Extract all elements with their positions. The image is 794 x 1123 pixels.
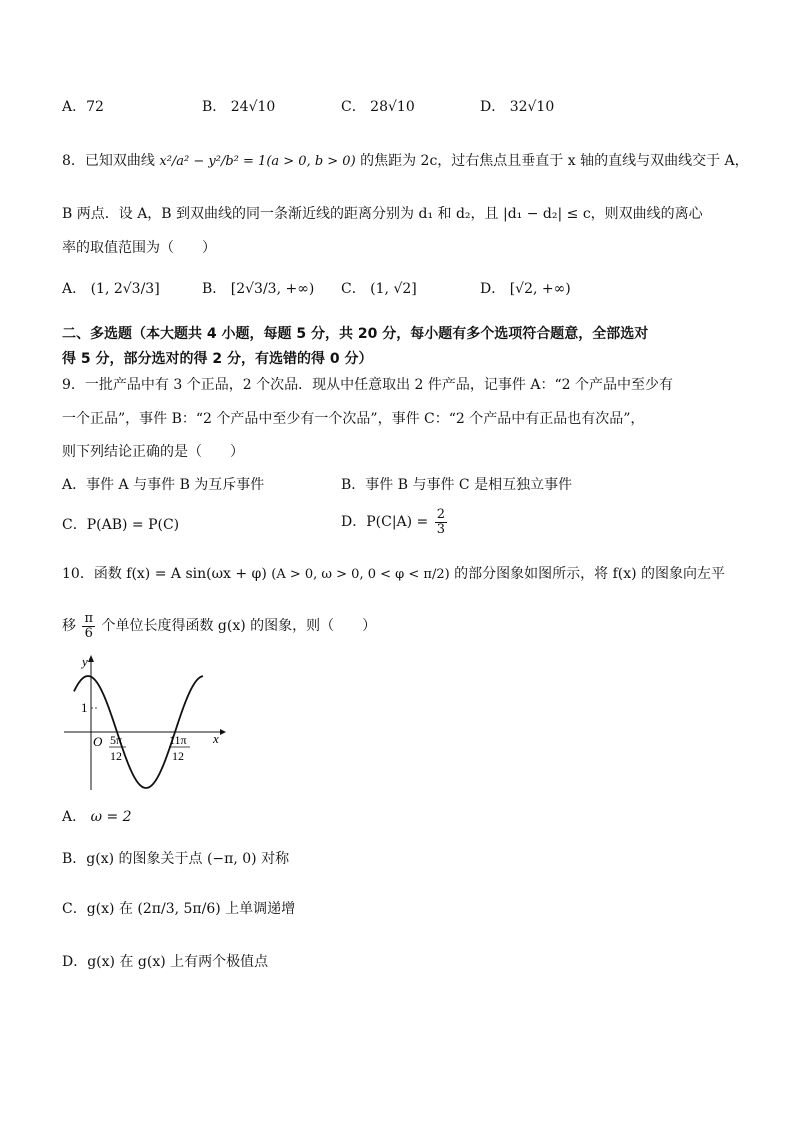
q7-option-c: C． 28√10 xyxy=(341,99,415,115)
x-axis-label: x xyxy=(213,731,219,746)
q10-option-a: A． ω = 2 xyxy=(62,809,132,825)
q10-option-a-value: ω = 2 xyxy=(90,809,132,825)
q8-option-b: B． [2√3/3, +∞) xyxy=(202,281,315,297)
q8-line-3: 率的取值范围为（ ） xyxy=(62,240,216,256)
q7-option-d: D． 32√10 xyxy=(480,99,555,115)
q10-sine-graph xyxy=(60,650,230,795)
q10-option-c-interval: (2π/3, 5π/6) xyxy=(137,901,221,917)
q10-line-2: 移 $\frac{\pi}{6}$ 个单位长度得函数 g(x) 的图象，则（ ） xyxy=(62,611,377,641)
q9-line-3: 则下列结论正确的是（ ） xyxy=(62,444,244,460)
q9-option-c: C．P(AB) = P(C) xyxy=(62,517,180,533)
q9-line-1: 9．一批产品中有 3 个正品，2 个次品．现从中任意取出 2 件产品，记事件 A：“2 个产品中至少有 xyxy=(62,377,673,393)
q7-option-b-value: 24√10 xyxy=(230,99,276,115)
q8-option-c: C． (1, √2] xyxy=(341,281,417,297)
q10-condition: (A > 0, ω > 0, 0 < φ < π/2) xyxy=(271,567,450,582)
y-axis-arrow xyxy=(88,655,94,662)
q10-option-b: B．g(x) 的图象关于点 (−π, 0) 对称 xyxy=(62,851,290,867)
q8-line-1: 8．已知双曲线 x²/a² − y²/b² = 1(a > 0, b > 0) 的焦距为 2c，过右焦点且垂直于 x 轴的直线与双曲线交于 A， xyxy=(62,153,749,169)
q7-option-b: B． 24√10 xyxy=(202,99,276,115)
x-axis-arrow xyxy=(220,729,226,735)
q8-option-b-value: [2√3/3, +∞) xyxy=(230,281,315,297)
tick-11pi-den: 12 xyxy=(172,749,184,763)
q9-option-d-fraction: $\frac{2}{3}$ xyxy=(436,507,446,537)
q10-line-1: 10．函数 f(x) = A sin(ωx + φ) (A > 0, ω > 0, 0 < φ < π/2) 的部分图象如图所示，将 f(x) 的图象向左平 xyxy=(62,566,726,582)
q7-option-d-value: 32√10 xyxy=(509,99,555,115)
q8-option-d-value: [√2, +∞) xyxy=(509,281,571,297)
q8-line-2: B 两点．设 A，B 到双曲线的同一条渐近线的距离分别为 d₁ 和 d₂，且 |d₁ − d₂| ≤ c，则双曲线的离心 xyxy=(62,206,703,222)
q8-option-a: A． (1, 2√3/3] xyxy=(62,281,160,297)
q10-shift-fraction: $\frac{\pi}{6}$ xyxy=(84,611,93,641)
tick-5pi-den: 12 xyxy=(110,749,122,763)
q8-option-d: D． [√2, +∞) xyxy=(480,281,571,297)
q10-option-d: D．g(x) 在 g(x) 上有两个极值点 xyxy=(62,954,269,970)
origin-label: O xyxy=(93,734,103,749)
y-axis-label: y xyxy=(82,654,88,669)
section-2-heading-line-2: 得 5 分，部分选对的得 2 分，有选错的得 0 分） xyxy=(62,351,373,367)
q7-option-c-value: 28√10 xyxy=(370,99,415,115)
y-one-label: 1 xyxy=(81,700,88,715)
q7-option-a: A．72 xyxy=(62,99,104,115)
q9-option-b: B．事件 B 与事件 C 是相互独立事件 xyxy=(341,477,573,493)
q9-option-a: A．事件 A 与事件 B 为互斥事件 xyxy=(62,477,265,493)
q8-option-c-value: (1, √2] xyxy=(370,281,417,297)
q9-line-2: 一个正品”，事件 B：“2 个产品中至少有一个次品”，事件 C：“2 个产品中有正品也有次品”， xyxy=(62,411,645,427)
q10-option-c: C．g(x) 在 (2π/3, 5π/6) 上单调递增 xyxy=(62,901,296,917)
q9-option-d: D．P(C|A) = $\frac{2}{3}$ xyxy=(341,507,446,537)
q8-option-a-value: (1, 2√3/3] xyxy=(90,281,160,297)
section-2-heading-line-1: 二、多选题（本大题共 4 小题，每题 5 分，共 20 分，每小题有多个选项符合题意，全部选对 xyxy=(62,326,649,342)
tick-5pi-num: 5π xyxy=(110,733,123,747)
q8-hyperbola-equation: x²/a² − y²/b² = 1(a > 0, b > 0) xyxy=(159,154,356,169)
tick-11pi-num: 11π xyxy=(169,733,187,747)
